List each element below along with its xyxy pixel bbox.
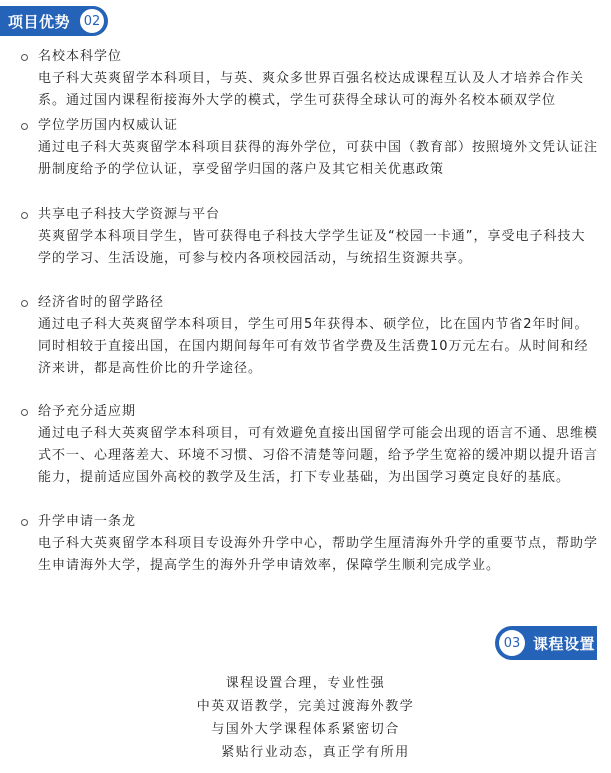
course-highlights (0, 672, 611, 764)
item-heading: 学位学历国内权威认证 (38, 118, 179, 133)
item-heading: 名校本科学位 (38, 49, 123, 64)
circle-bullet-icon (21, 300, 28, 307)
item-body: 通过电子科大英爽留学本科项目，学生可用5年获得本、硕学位，比在国内节省2年时间。同时相较于直接出国，在国内期间每年可有效节省学费及生活费10万元左右。从时间和经济来讲，都是高性价比的升学途径。 (38, 317, 589, 376)
item-body: 电子科大英爽留学本科项目专设海外升学中心，帮助学生厘清海外升学的重要节点，帮助学生申请海外大学，提高学生的海外升学申请效率，保障学生顺利完成学业。 (38, 536, 599, 573)
item-body: 通过电子科大英爽留学本科项目，可有效避免直接出国留学可能会出现的语言不通、思维模式不一、心理落差大、环境不习惯、习俗不清楚等问题，给予学生宽裕的缓冲期以提升语言能力，提前适应国外高校的教学及生活，打下专业基础，为出国学习奠定良好的基底。 (38, 426, 599, 485)
section-number-badge: 02 (80, 9, 104, 33)
list-item (0, 401, 608, 489)
circle-bullet-icon (21, 519, 28, 526)
section-title: 课程设置 (533, 634, 596, 653)
list-item (0, 46, 608, 112)
circle-bullet-icon (21, 409, 28, 416)
course-line: 课程设置合理，专业性强 (225, 676, 386, 691)
list-item (0, 511, 608, 577)
course-line: 中英双语教学，完美过渡海外教学 (196, 699, 415, 714)
course-line: 紧贴行业动态，真正学有所用 (221, 745, 410, 760)
course-line: 与国外大学课程体系紧密切合 (211, 722, 400, 737)
circle-bullet-icon (21, 123, 28, 130)
section-title: 项目优势 (8, 12, 71, 31)
item-heading: 经济省时的留学路径 (38, 295, 165, 310)
section-header-advantages (0, 6, 108, 36)
section-number-badge: 03 (499, 630, 525, 656)
item-body: 英爽留学本科项目学生，皆可获得电子科技大学学生证及“校园一卡通”，享受电子科技大学的学习、生活设施，可参与校内各项校园活动，与统招生资源共享。 (38, 229, 586, 266)
item-heading: 给予充分适应期 (38, 404, 137, 419)
circle-bullet-icon (21, 54, 28, 61)
section-header-courses (495, 626, 597, 660)
circle-bullet-icon (21, 212, 28, 219)
item-heading: 共享电子科技大学资源与平台 (38, 207, 221, 222)
item-body: 电子科大英爽留学本科项目，与英、爽众多世界百强名校达成课程互认及人才培养合作关系。通过国内课程衔接海外大学的模式，学生可获得全球认可的海外名校本硕双学位 (38, 71, 585, 108)
list-item (0, 292, 608, 380)
item-heading: 升学申请一条龙 (38, 514, 137, 529)
list-item (0, 115, 608, 181)
item-body: 通过电子科大英爽留学本科项目获得的海外学位，可获中国（教育部）按照境外文凭认证注册制度给予的学位认证，享受留学归国的落户及其它相关优惠政策 (38, 140, 599, 177)
list-item (0, 204, 608, 270)
